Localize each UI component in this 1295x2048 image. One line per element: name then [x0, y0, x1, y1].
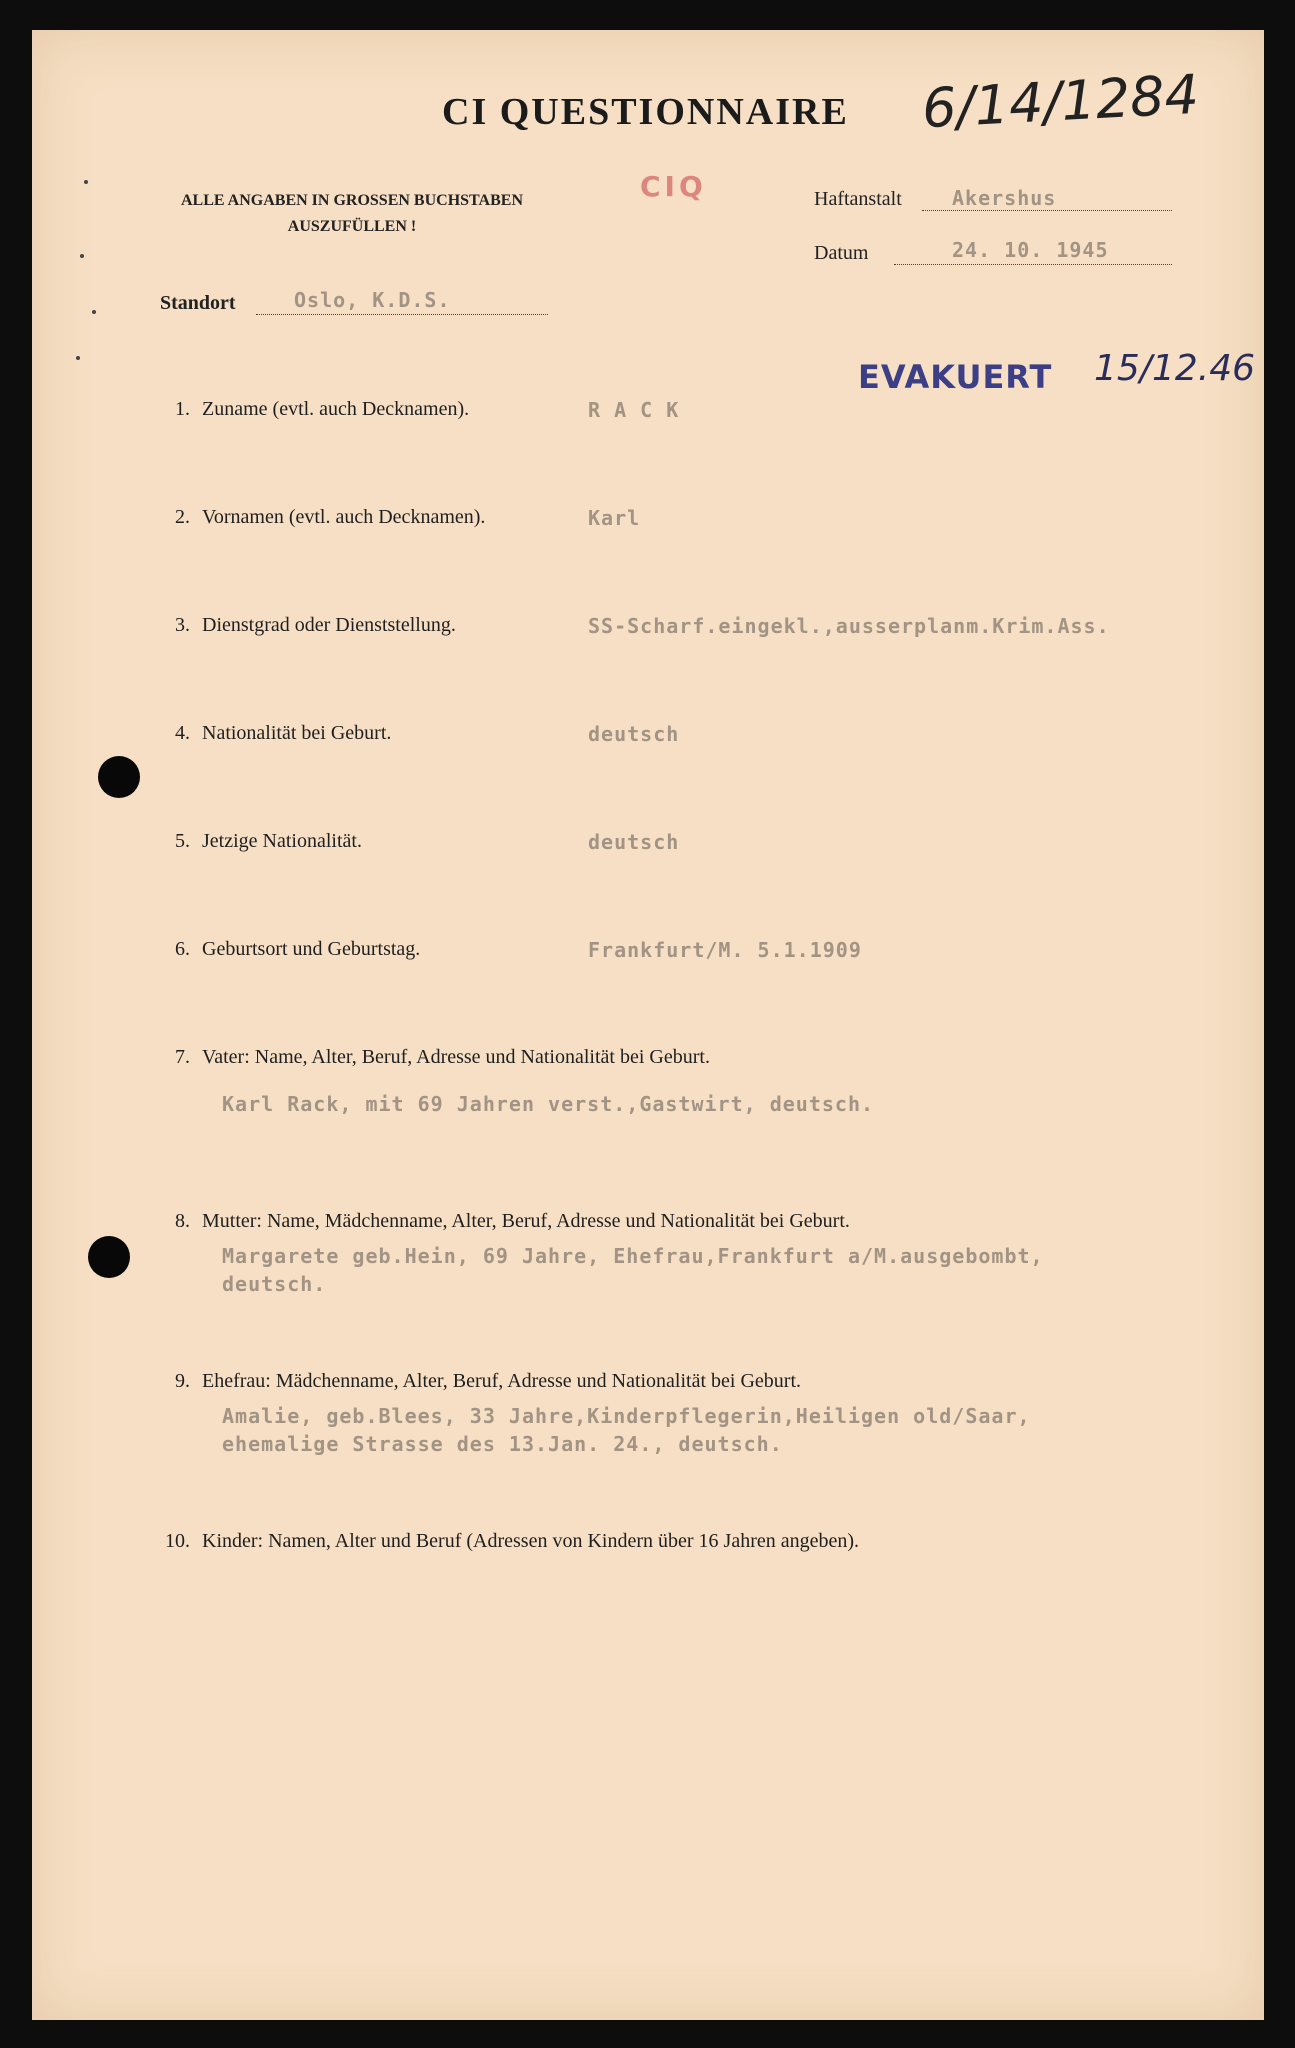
- question-text: Vornamen (evtl. auch Decknamen).: [202, 506, 486, 528]
- question-number: 3.: [175, 614, 190, 636]
- haftanstalt-value: Akershus: [952, 186, 1057, 210]
- question-7-label: [154, 1046, 710, 1069]
- margin-speck: [76, 356, 80, 360]
- question-3-label: [154, 614, 456, 637]
- question-9-label: [154, 1370, 801, 1393]
- question-8-answer-line-1: Margarete geb.Hein, 69 Jahre, Ehefrau,Frankfurt a/M.ausgebombt,: [222, 1244, 1044, 1268]
- standort-line: [256, 314, 548, 315]
- haftanstalt-line: [922, 210, 1172, 211]
- question-number: 6.: [175, 938, 190, 960]
- question-text: Dienstgrad oder Dienststellung.: [202, 614, 456, 636]
- question-text: Jetzige Nationalität.: [202, 830, 362, 852]
- question-number: 4.: [175, 722, 190, 744]
- punch-hole: [98, 756, 140, 798]
- question-9-answer-line-1: Amalie, geb.Blees, 33 Jahre,Kinderpflegerin,Heiligen old/Saar,: [222, 1404, 1031, 1428]
- question-6-answer: Frankfurt/M. 5.1.1909: [588, 938, 862, 962]
- question-10-label: [154, 1530, 859, 1553]
- punch-hole: [88, 1236, 130, 1278]
- question-number: 5.: [175, 830, 190, 852]
- question-9-answer-line-2: ehemalige Strasse des 13.Jan. 24., deutsch.: [222, 1432, 783, 1456]
- question-6-label: [154, 938, 420, 961]
- instruction-line-1: ALLE ANGABEN IN GROSSEN BUCHSTABEN: [180, 192, 523, 209]
- question-number: 10.: [165, 1530, 190, 1552]
- question-4-answer: deutsch: [588, 722, 680, 746]
- datum-label: Datum: [814, 242, 869, 264]
- question-text: Nationalität bei Geburt.: [202, 722, 392, 744]
- question-text: Geburtsort und Geburtstag.: [202, 938, 421, 960]
- handwritten-file-number: 6/14/1284: [920, 62, 1201, 141]
- margin-speck: [80, 254, 84, 258]
- question-7-answer: Karl Rack, mit 69 Jahren verst.,Gastwirt, deutsch.: [222, 1092, 875, 1116]
- question-1-label: [154, 398, 469, 421]
- datum-line: [894, 264, 1172, 265]
- question-number: 8.: [175, 1210, 190, 1232]
- evakuert-stamp: EVAKUERT: [858, 358, 1053, 396]
- question-4-label: [154, 722, 391, 745]
- haftanstalt-label: Haftanstalt: [814, 188, 902, 210]
- ci-stamp: CIQ: [640, 170, 707, 203]
- datum-value: 24. 10. 1945: [952, 238, 1109, 262]
- question-5-answer: deutsch: [588, 830, 680, 854]
- question-2-label: [154, 506, 485, 529]
- margin-speck: [92, 310, 96, 314]
- question-text: Kinder: Namen, Alter und Beruf (Adressen von Kindern über 16 Jahren angeben).: [202, 1530, 860, 1552]
- question-5-label: [154, 830, 362, 853]
- margin-speck: [84, 180, 88, 184]
- question-3-answer: SS-Scharf.eingekl.,ausserplanm.Krim.Ass.: [588, 614, 1110, 638]
- questionnaire-page: [32, 30, 1264, 2020]
- instruction-line-2: AUSZUFÜLLEN !: [287, 218, 417, 235]
- evakuert-date: 15/12.46: [1094, 348, 1255, 389]
- question-number: 2.: [175, 506, 190, 528]
- standort-value: Oslo, K.D.S.: [294, 288, 451, 312]
- question-text: Zuname (evtl. auch Decknamen).: [202, 398, 470, 420]
- question-number: 1.: [175, 398, 190, 420]
- page-title: CI QUESTIONNAIRE: [442, 91, 849, 133]
- question-8-label: [154, 1210, 850, 1233]
- question-number: 7.: [175, 1046, 190, 1068]
- question-text: Vater: Name, Alter, Beruf, Adresse und Nationalität bei Geburt.: [202, 1046, 710, 1068]
- question-text: Mutter: Name, Mädchenname, Alter, Beruf, Adresse und Nationalität bei Geburt.: [202, 1210, 850, 1232]
- question-2-answer: Karl: [588, 506, 641, 530]
- standort-label: Standort: [160, 292, 236, 314]
- question-1-answer: R A C K: [588, 398, 680, 422]
- question-text: Ehefrau: Mädchenname, Alter, Beruf, Adresse und Nationalität bei Geburt.: [202, 1370, 802, 1392]
- question-number: 9.: [175, 1370, 190, 1392]
- question-8-answer-line-2: deutsch.: [222, 1272, 327, 1296]
